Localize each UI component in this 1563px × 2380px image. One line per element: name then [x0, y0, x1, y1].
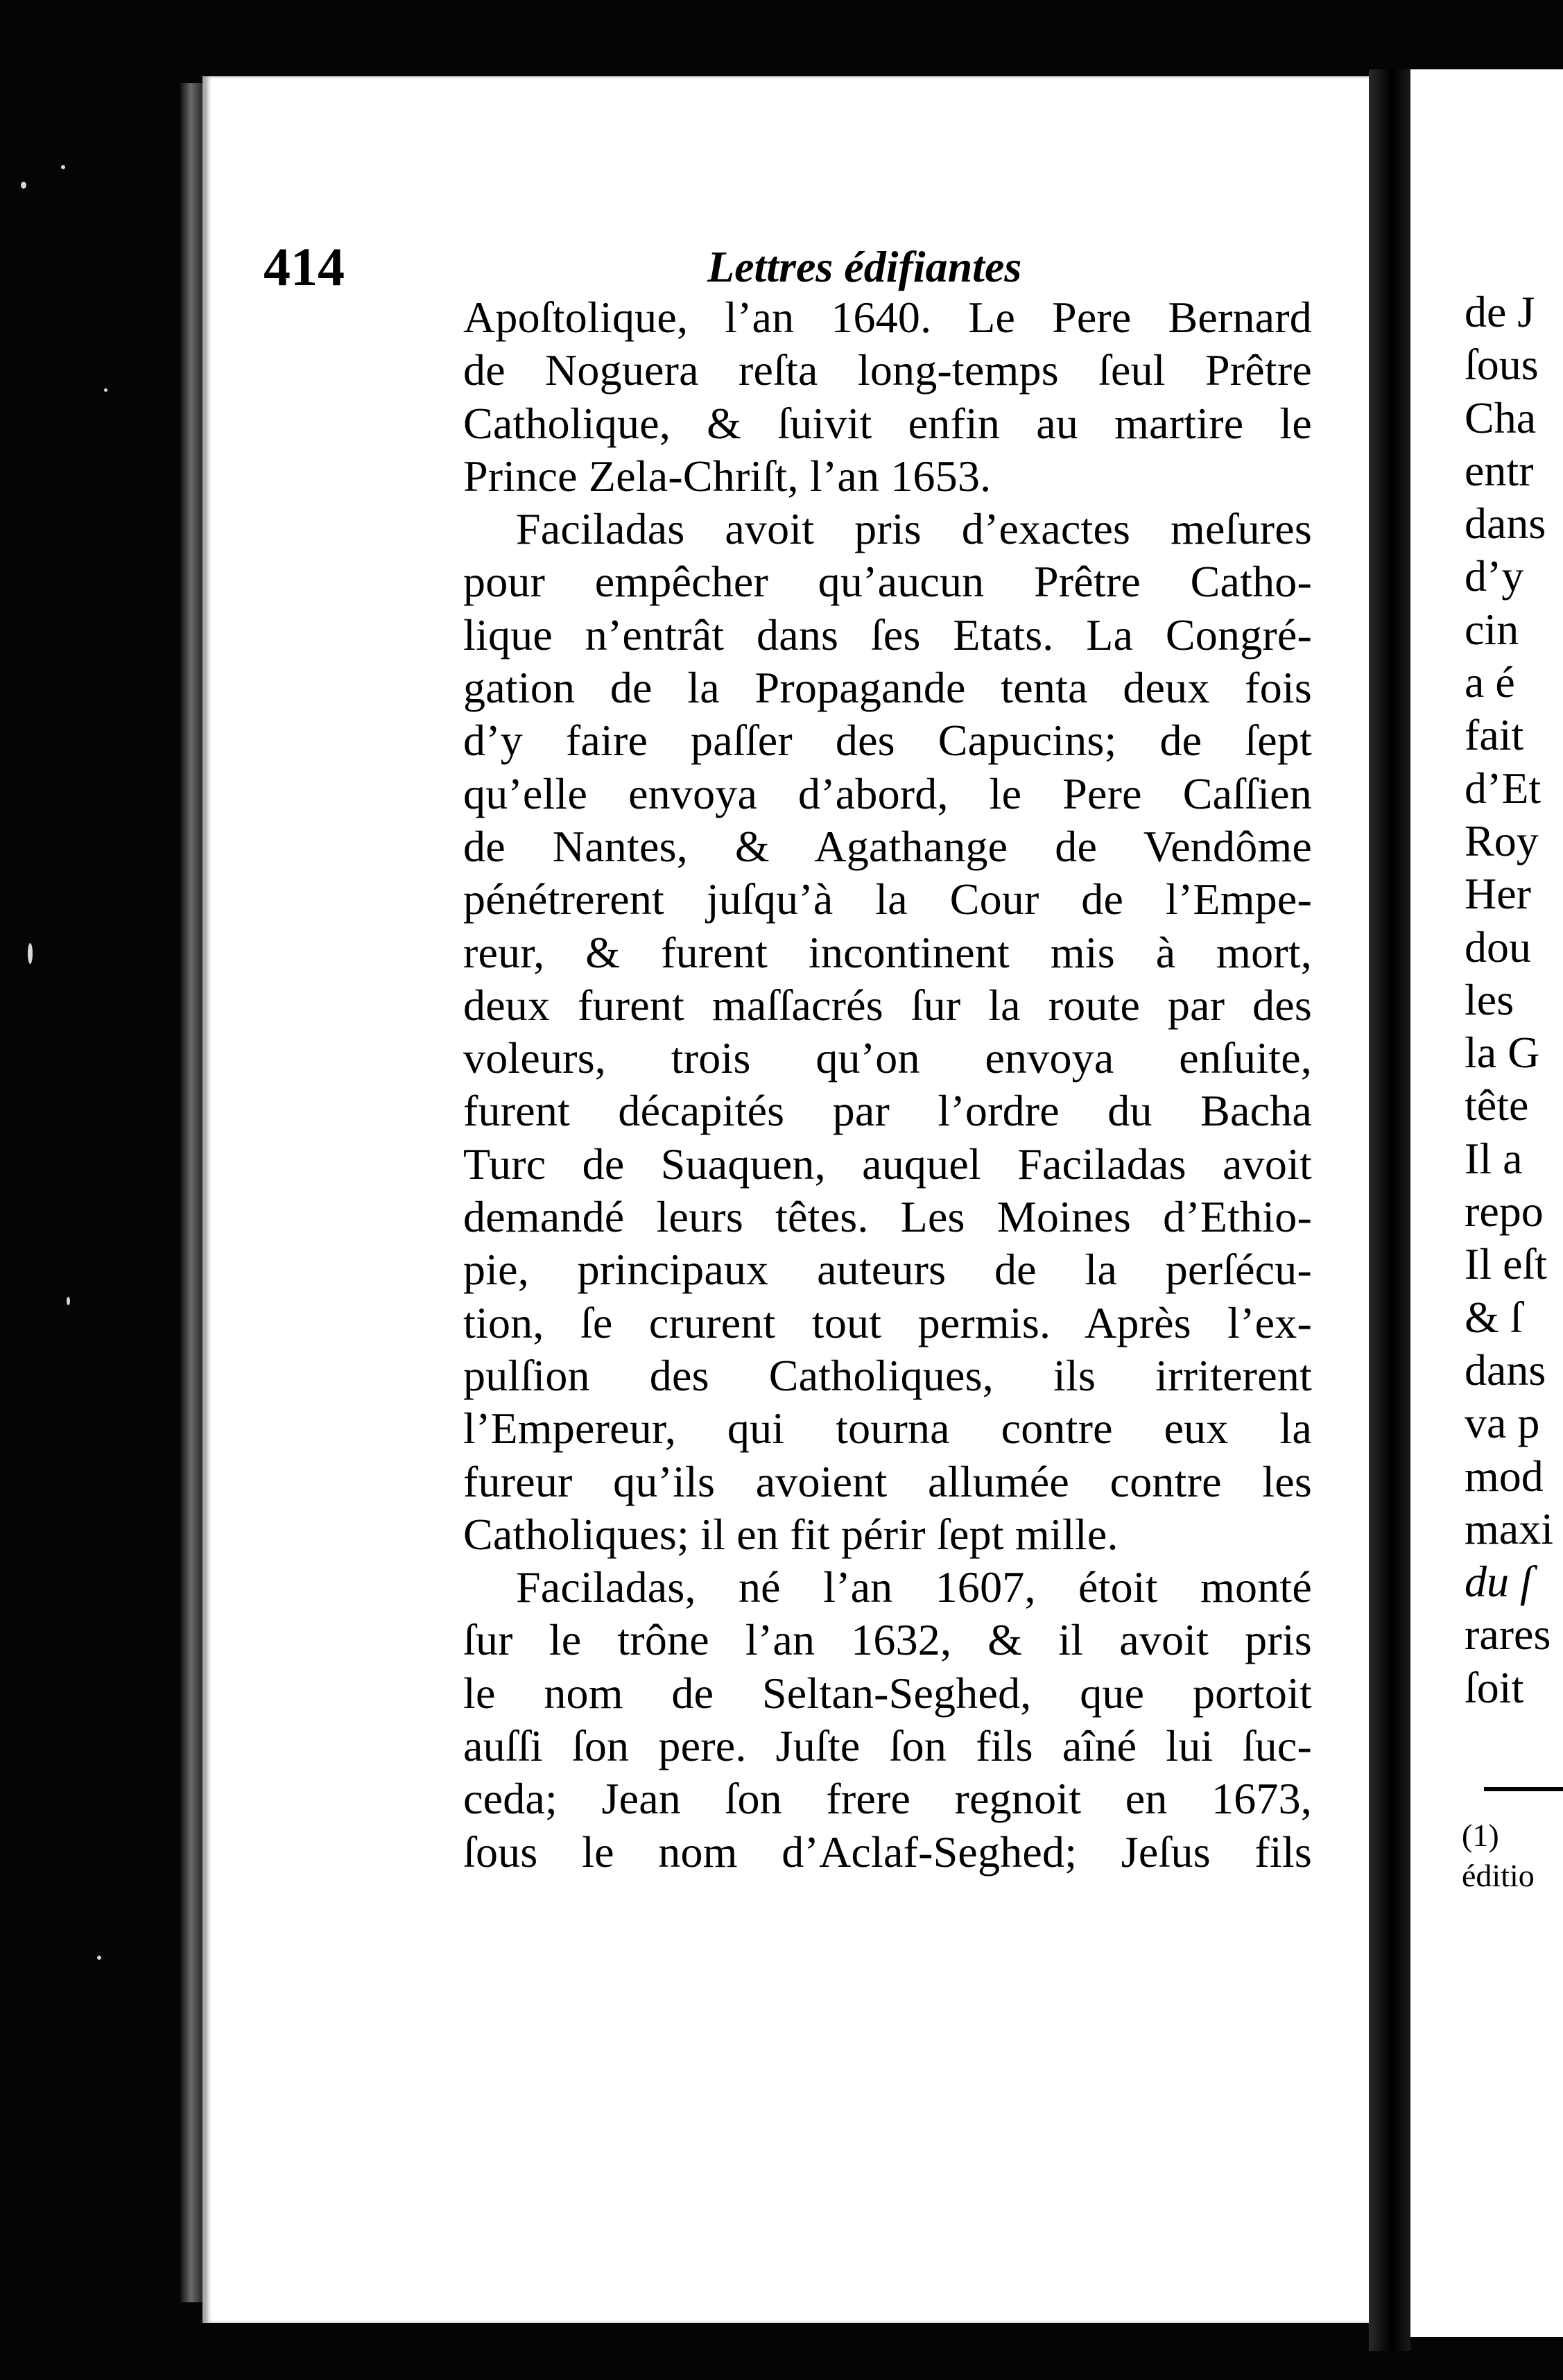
text-line-fragment: de J — [1465, 287, 1535, 336]
text-line: le nom de Seltan-Seghed, que portoit — [463, 1668, 1312, 1718]
footnote — [1462, 1816, 1563, 1896]
text-line-fragment: Her — [1465, 869, 1531, 919]
text-line: pour empêcher qu’aucun Prêtre Catho- — [463, 557, 1312, 607]
book-gutter — [1369, 69, 1410, 2351]
text-line: demandé leurs têtes. Les Moines d’Ethio- — [463, 1192, 1312, 1242]
text-line: pénétrerent juſqu’à la Cour de l’Empe- — [463, 874, 1312, 924]
text-line: tion, ſe crurent tout permis. Après l’ex- — [463, 1297, 1312, 1347]
text-line: de Nantes, & Agathange de Vendôme — [463, 821, 1312, 871]
text-line: Catholiques; il en fit périr ſept mille. — [463, 1509, 1119, 1559]
text-line-fragment: dou — [1465, 922, 1531, 972]
text-line-fragment: du ſ — [1465, 1557, 1532, 1607]
footnote-marker: (1) — [1462, 1818, 1499, 1853]
footnote-rule — [1484, 1787, 1563, 1791]
text-line-fragment: & ſ — [1465, 1292, 1523, 1342]
text-line-fragment: les — [1465, 974, 1514, 1024]
text-line: fureur qu’ils avoient allumée contre les — [463, 1456, 1312, 1506]
text-line: ſur le trône l’an 1632, & il avoit pris — [463, 1615, 1312, 1665]
text-line: ſous le nom d’Aclaf-Seghed; Jeſus fils — [463, 1827, 1312, 1877]
text-line: Apoſtolique, l’an 1640. Le Pere Bernard — [463, 293, 1312, 342]
text-line-fragment: entr — [1465, 445, 1534, 495]
text-line-fragment: a é — [1465, 657, 1515, 707]
text-line-fragment: fait — [1465, 710, 1524, 760]
text-line: Catholique, & ſuivit enfin au martire le — [463, 398, 1312, 448]
text-line-fragment: dans — [1465, 499, 1546, 549]
page-number: 414 — [264, 236, 345, 297]
text-line-fragment: maxi — [1465, 1503, 1553, 1553]
right-page-body-text — [1465, 286, 1563, 1714]
text-line-fragment: d’y — [1465, 551, 1524, 601]
text-line: ceda; Jean ſon frere regnoit en 1673, — [463, 1774, 1312, 1824]
dust-speck — [97, 1956, 101, 1960]
text-line: gation de la Propagande tenta deux fois — [463, 663, 1312, 713]
text-line: reur, & furent incontinent mis à mort, — [463, 927, 1312, 977]
text-line-fragment: ſous — [1465, 340, 1539, 390]
left-page-body-text — [463, 291, 1312, 1879]
page-edge — [180, 83, 204, 2302]
footnote-text: éditio — [1462, 1858, 1535, 1893]
dust-speck — [61, 165, 65, 169]
text-line-fragment: va p — [1465, 1398, 1540, 1448]
text-line-fragment: cin — [1465, 604, 1519, 654]
text-line: pulſion des Catholiques, ils irriterent — [463, 1350, 1312, 1400]
text-line-fragment: Il a — [1465, 1133, 1523, 1183]
text-line: Faciladas avoit pris d’exactes meſures — [516, 504, 1312, 554]
text-line-fragment: rares — [1465, 1610, 1551, 1659]
text-line: Prince Zela-Chriſt, l’an 1653. — [463, 451, 992, 501]
dust-speck — [21, 182, 26, 189]
text-line: qu’elle envoya d’abord, le Pere Caſſien — [463, 768, 1312, 818]
text-line-fragment: ſoit — [1465, 1662, 1524, 1712]
running-title: Lettres édifiantes — [707, 242, 1022, 291]
text-line-fragment: d’Et — [1465, 763, 1542, 813]
text-line: voleurs, trois qu’on envoya enſuite, — [463, 1033, 1312, 1083]
text-line: de Noguera reſta long-temps ſeul Prêtre — [463, 345, 1312, 395]
text-line: auſſi ſon pere. Juſte ſon fils aîné lui ſuc- — [463, 1721, 1312, 1771]
dust-speck — [67, 1297, 70, 1305]
text-line-fragment: Cha — [1465, 393, 1537, 442]
text-line-fragment: Roy — [1465, 816, 1539, 865]
dust-speck — [104, 388, 107, 392]
text-line-fragment: la G — [1465, 1028, 1540, 1078]
text-line-fragment: tête — [1465, 1080, 1529, 1130]
text-line: deux furent maſſacrés ſur la route par des — [463, 980, 1312, 1030]
text-line: lique n’entrât dans ſes Etats. La Congré- — [463, 610, 1312, 659]
text-line-fragment: dans — [1465, 1345, 1546, 1395]
text-line: l’Empereur, qui tourna contre eux la — [463, 1404, 1312, 1454]
text-line: Turc de Suaquen, auquel Faciladas avoit — [463, 1139, 1312, 1189]
dust-speck — [28, 943, 33, 964]
text-line-fragment: repo — [1465, 1187, 1544, 1236]
text-line: pie, principaux auteurs de la perſécu- — [463, 1245, 1312, 1295]
text-line: d’y faire paſſer des Capucins; de ſept — [463, 716, 1312, 766]
text-line: furent décapités par l’ordre du Bacha — [463, 1086, 1312, 1136]
text-line-fragment: Il eſt — [1465, 1239, 1548, 1289]
text-line: Faciladas, né l’an 1607, étoit monté — [516, 1562, 1312, 1612]
text-line-fragment: mod — [1465, 1451, 1544, 1501]
